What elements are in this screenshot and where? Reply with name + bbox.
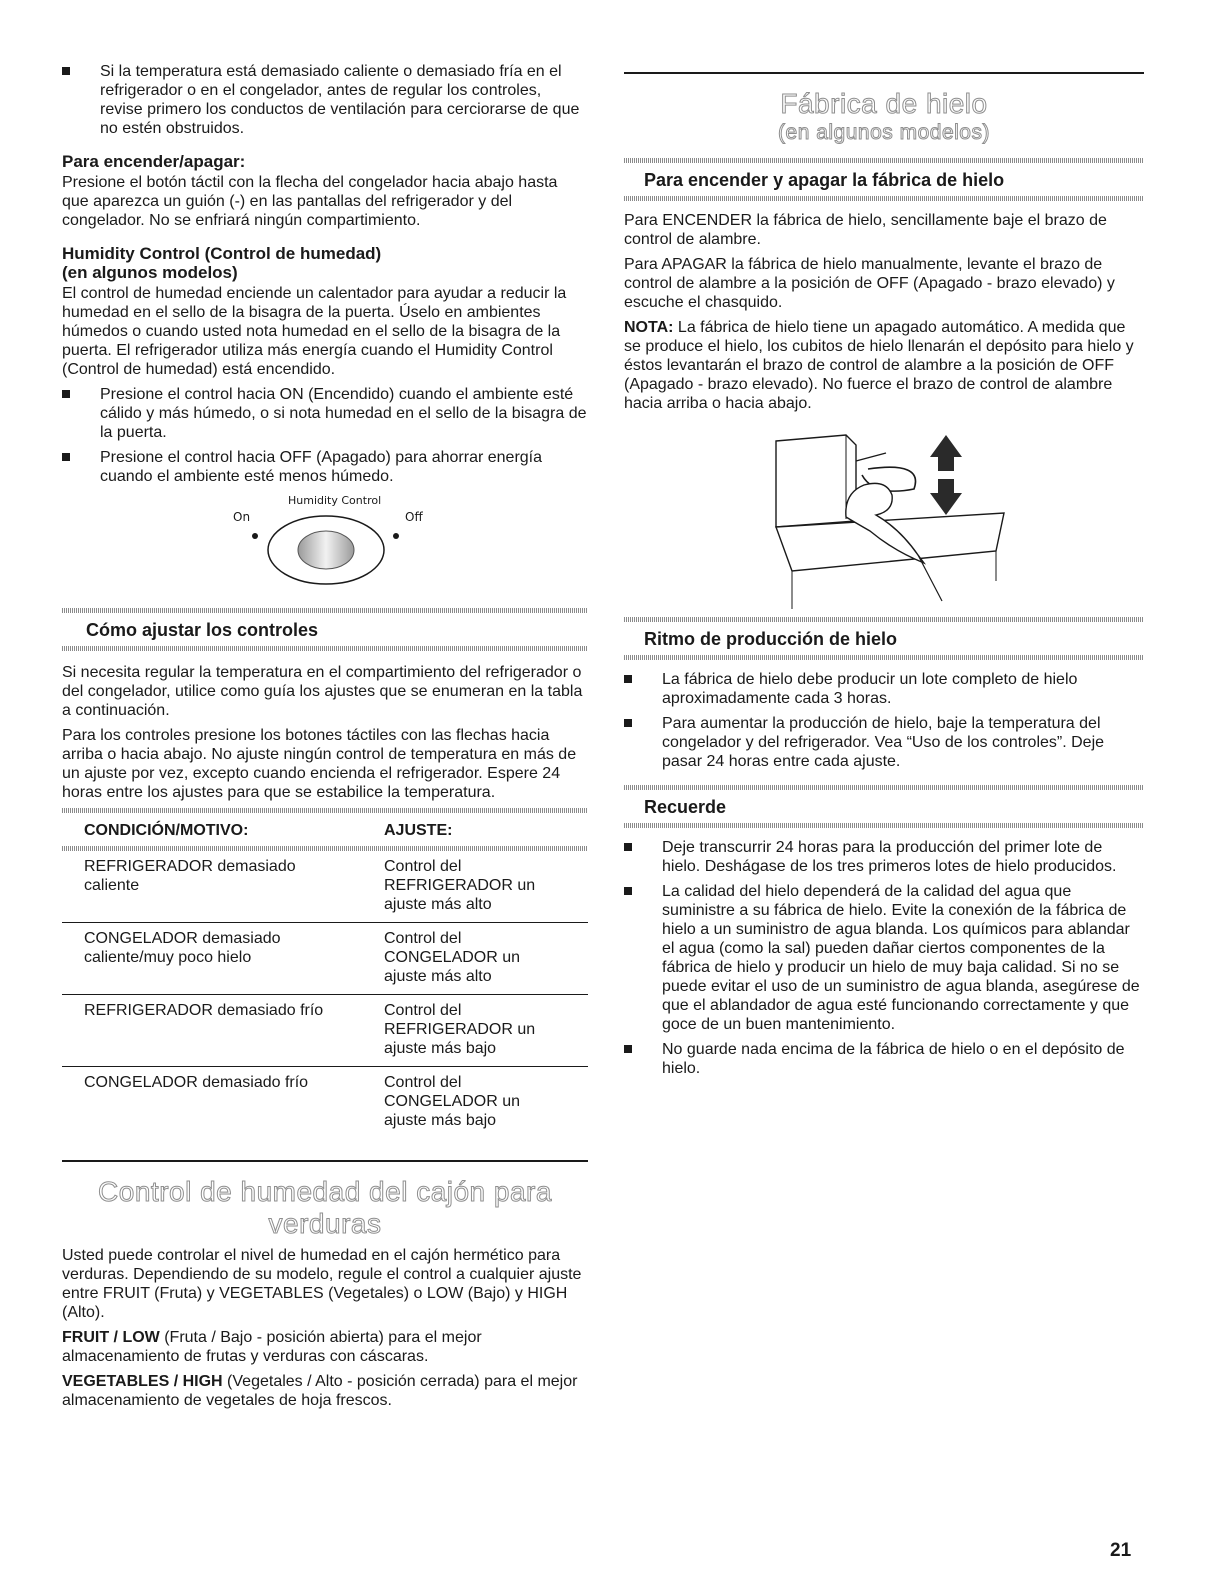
bullet-square-icon (62, 390, 70, 398)
divider-hatch (624, 823, 1144, 828)
adjust-heading: Cómo ajustar los controles (86, 620, 319, 640)
crisper-title-line2: verduras (268, 1208, 382, 1239)
rate-bullet-text: Para aumentar la producción de hielo, baje la temperatura del congelador y del refrigerador. Vea “Uso de los controles”. Deje pasar 24 horas entre cada ajuste. (662, 715, 1105, 770)
bullet-square-icon (624, 887, 632, 895)
onoff-text: Presione el botón táctil con la flecha del congelador hacia abajo hasta que aparezca un guión (-) en las pantallas del refrigerador y del congelador. No se enfriará ningún compartimiento. (62, 174, 558, 229)
icemaker-arm-drawing (624, 431, 1144, 611)
crisper-fruit-label: FRUIT / LOW (62, 1329, 160, 1346)
divider-hatch (624, 196, 1144, 201)
icemaker-subtitle: (en algunos modelos) (778, 121, 990, 144)
crisper-veg-text: (Vegetales / Alto - posición cerrada) para el mejor almacenamiento de vegetales de hoja frescos. (62, 1373, 578, 1409)
table-row (62, 1067, 588, 1139)
adjust-p1: Si necesita regular la temperatura en el compartimiento del refrigerador o del congelador, utilice como guía los ajustes que se enumeran en la tabla a continuación. (62, 664, 583, 719)
cond-line: caliente (84, 877, 140, 894)
set-line: Control del (384, 858, 462, 875)
set-line: CONGELADOR un (384, 949, 521, 966)
remember-bullet (624, 882, 1144, 1034)
crisper-title-line1: Control de humedad del cajón para (98, 1176, 552, 1207)
humidity-bullet-off-text: Presione el control hacia OFF (Apagado) para ahorrar energía cuando el ambiente esté menos húmedo. (100, 449, 543, 485)
table-cell-condition (62, 1067, 384, 1139)
humidity-on-label: On (233, 510, 251, 524)
table-header-condition: CONDICIÓN/MOTIVO: (84, 822, 249, 839)
bullet-square-icon (624, 1045, 632, 1053)
remember-bullet-text: La calidad del hielo dependerá de la calidad del agua que suministre a su fábrica de hielo. Evite la conexión de la fábrica de hielo a un suministro de agua blanda. Los químicos para ablandar el agua (como la sal) pueden dañar ciertos componentes de la fábrica de hielo y producir un hielo de muy baja calidad. Si no se puede evitar el uso de un suministro de agua blanda, asegúrese de que el ablandador de agua esté funcionando correctamente y que goce de un buen mantenimiento. (662, 883, 1140, 1033)
right-column (624, 62, 1144, 1084)
set-line: ajuste más bajo (384, 1112, 497, 1129)
table-row (62, 995, 588, 1067)
table-cell-condition (62, 923, 384, 995)
icemaker-title: Fábrica de hielo (780, 88, 988, 119)
set-line: Control del (384, 1074, 462, 1091)
table-cell-setting (384, 995, 588, 1067)
crisper-p2 (62, 1328, 588, 1366)
intro-bullet-text: Si la temperatura está demasiado caliente o demasiado fría en el refrigerador o en el congelador, antes de regular los controles, revise primero los conductos de ventilación para cerciorarse de que no estén obstruidos. (100, 63, 580, 137)
bullet-square-icon (624, 719, 632, 727)
table-row (62, 923, 588, 995)
icemaker-p1: Para ENCENDER la fábrica de hielo, sencillamente baje el brazo de control de alambre. (624, 212, 1107, 248)
divider-hatch (62, 646, 588, 651)
section-rule (624, 72, 1144, 74)
set-line: REFRIGERADOR un (384, 1021, 536, 1038)
set-line: Control del (384, 930, 462, 947)
humidity-bullet-on-text: Presione el control hacia ON (Encendido) cuando el ambiente esté cálido y más húmedo, o si nota humedad en el sello de la bisagra de la puerta. (100, 386, 587, 441)
table-cell-condition (62, 851, 384, 923)
humidity-title-line2: (en algunos modelos) (62, 263, 238, 282)
onoff-title: Para encender/apagar: (62, 152, 246, 171)
set-line: Control del (384, 1002, 462, 1019)
table-row (62, 851, 588, 923)
page-number: 21 (1110, 1540, 1132, 1561)
crisper-p1: Usted puede controlar el nivel de humedad en el cajón hermético para verduras. Dependiendo de su modelo, regule el control a cualquier ajuste entre FRUIT (Fruta) y VEGETABLES (Vegetales) o LOW (Bajo) y HIGH (Alto). (62, 1247, 582, 1321)
left-column (62, 62, 588, 1416)
remember-heading: Recuerde (644, 797, 727, 817)
set-line: CONGELADOR un (384, 1093, 521, 1110)
table-cell-condition (62, 995, 384, 1067)
humidity-control-diagram (62, 494, 588, 590)
icemaker-p2: Para APAGAR la fábrica de hielo manualmente, levante el brazo de control de alambre a la posición de OFF (Apagado - brazo elevado) y escuche el chasquido. (624, 256, 1115, 311)
controls-table (62, 813, 588, 1138)
remember-bullet (624, 1040, 1144, 1078)
set-line: REFRIGERADOR un (384, 877, 536, 894)
remember-bullet-text: Deje transcurrir 24 horas para la producción del primer lote de hielo. Deshágase de los tres primeros lotes de hielo producidos. (662, 839, 1117, 875)
bullet-square-icon (62, 453, 70, 461)
cond-line: CONGELADOR demasiado (84, 930, 281, 947)
icemaker-note (624, 318, 1144, 413)
cond-line: caliente/muy poco hielo (84, 949, 252, 966)
table-cell-setting (384, 923, 588, 995)
crisper-fruit-text: (Fruta / Bajo - posición abierta) para el mejor almacenamiento de frutas y verduras con cáscaras. (62, 1329, 482, 1365)
table-cell-setting (384, 851, 588, 923)
humidity-bullet-off (62, 448, 588, 486)
humidity-text: El control de humedad enciende un calentador para ayudar a reducir la humedad en el sello de la bisagra de la puerta. Úselo en ambientes húmedos o cuando usted nota humedad en el sello de la bisagra de la puerta. El refrigerador utiliza más energía cuando el Humidity Control (Control de humedad) está encendido. (62, 285, 567, 378)
divider-hatch (624, 655, 1144, 660)
section-rule (62, 1160, 588, 1162)
set-line: ajuste más bajo (384, 1040, 497, 1057)
crisper-p3 (62, 1372, 588, 1410)
set-line: ajuste más alto (384, 896, 492, 913)
humidity-switch-illustration (62, 494, 588, 590)
set-line: ajuste más alto (384, 968, 492, 985)
humidity-control-label: Humidity Control (288, 494, 382, 507)
icemaker-onoff-heading: Para encender y apagar la fábrica de hielo (644, 170, 1005, 190)
cond-line: REFRIGERADOR demasiado (84, 858, 296, 875)
intro-bullet (62, 62, 588, 138)
table-cell-setting (384, 1067, 588, 1139)
bullet-square-icon (624, 675, 632, 683)
bullet-square-icon (624, 843, 632, 851)
adjust-p2: Para los controles presione los botones táctiles con las flechas hacia arriba o hacia abajo. No ajuste ningún control de temperatura en más de un ajuste por vez, excepto cuando encienda el refrigerador. Espere 24 horas entre los ajustes para que se estabilice la temperatura. (62, 727, 577, 801)
crisper-veg-label: VEGETABLES / HIGH (62, 1373, 223, 1390)
table-header-setting: AJUSTE: (384, 822, 453, 839)
remember-bullet-text: No guarde nada encima de la fábrica de hielo o en el depósito de hielo. (662, 1041, 1125, 1077)
note-text: La fábrica de hielo tiene un apagado automático. A medida que se produce el hielo, los cubitos de hielo llenarán el depósito para hielo y éstos levantarán el brazo de control de alambre a la posición de OFF (Apagado - brazo elevado). No fuerce el brazo de control de alambre hacia arriba o hacia abajo. (624, 319, 1134, 412)
rate-heading: Ritmo de producción de hielo (644, 629, 898, 649)
icemaker-illustration (624, 431, 1144, 611)
rate-bullet (624, 714, 1144, 771)
cond-line: REFRIGERADOR demasiado frío (84, 1002, 324, 1019)
rate-bullet (624, 670, 1144, 708)
humidity-title (62, 244, 588, 282)
bullet-square-icon (62, 67, 70, 75)
rate-bullet-text: La fábrica de hielo debe producir un lote completo de hielo aproximadamente cada 3 horas. (662, 671, 1078, 707)
humidity-title-line1: Humidity Control (Control de humedad) (62, 244, 382, 263)
note-label: NOTA: (624, 319, 674, 336)
humidity-off-label: Off (405, 510, 423, 524)
table-header (62, 813, 588, 846)
remember-bullet (624, 838, 1144, 876)
cond-line: CONGELADOR demasiado frío (84, 1074, 309, 1091)
humidity-bullet-on (62, 385, 588, 442)
